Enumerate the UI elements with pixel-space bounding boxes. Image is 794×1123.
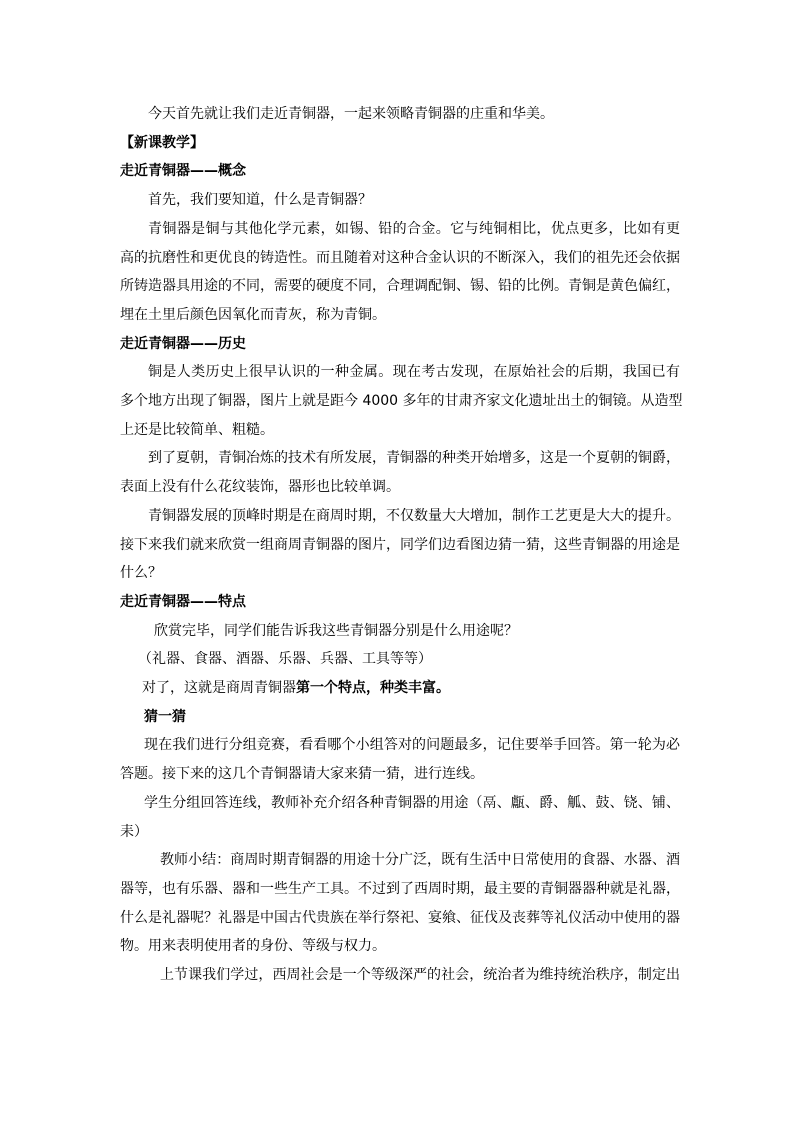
paragraph-summary-line: 器等，也有乐器、器和一些生产工具。不过到了西周时期，最主要的青铜器器种就是礼器， [120,880,680,897]
paragraph-appreciation: 欣赏完毕，同学们能告诉我这些青铜器分别是什么用途呢？ [154,622,518,639]
paragraph-definition-line: 所铸造器具用途的不同，需要的硬度不同，合理调配铜、锡、铅的比例。青铜是黄色偏红， [120,278,680,295]
feature-lead-text: 对了，这就是商周青铜器 [142,680,296,697]
document-page [120,100,683,990]
paragraph-history-line: 多个地方出现了铜器，图片上就是距今 4000 多年的甘肃齐家文化遗址出土的铜镜。从造型 [120,393,683,410]
paragraph-last-lesson-line: 上节课我们学过，西周社会是一个等级深严的社会，统治者为维持统治秩序，制定出 [160,967,680,984]
paragraph-competition-line: 现在我们进行分组竞赛，看看哪个小组答对的问题最多，记住要举手回答。第一轮为必 [144,737,680,754]
paragraph-summary-line: 教师小结：商周时期青铜器的用途十分广泛，既有生活中日常使用的食器、水器、酒 [160,852,680,869]
paragraph-shangzhou-line: 青铜器发展的顶峰时期是在商周时期，不仅数量大大增加，制作工艺更是大大的提升。 [148,507,680,524]
subheading-concept: 走近青铜器——概念 [120,163,246,180]
paragraph-summary-line: 什么是礼器呢？礼器是中国古代贵族在举行祭祀、宴飨、征伐及丧葬等礼仪活动中使用的器 [120,909,680,926]
section-heading-new-lesson: 【新课教学】 [120,134,204,151]
paragraph-shangzhou-line: 什么？ [120,565,162,582]
paragraph-intro: 今天首先就让我们走近青铜器，一起来领略青铜器的庄重和华美。 [148,106,554,122]
paragraph-shangzhou-line: 接下来我们就来欣赏一组商周青铜器的图片，同学们边看图边猜一猜，这些青铜器的用途是 [120,536,680,553]
paragraph-matching-line: 耒） [120,823,148,840]
paragraph-summary-line: 物。用来表明使用者的身份、等级与权力。 [120,938,386,955]
paragraph-feature-one [120,674,680,703]
paragraph-xia-line: 表面上没有什么花纹装饰，器形也比较单调。 [120,479,400,496]
subheading-features: 走近青铜器——特点 [120,593,246,610]
paragraph-definition-line: 青铜器是铜与其他化学元素，如锡、铅的合金。它与纯铜相比，优点更多，比如有更 [148,220,680,237]
paragraph-question: 首先，我们要知道，什么是青铜器？ [148,192,372,209]
paragraph-history-line: 上还是比较简单、粗糙。 [120,421,274,438]
paragraph-definition-line: 埋在土里后颜色因氧化而青灰，称为青铜。 [120,306,386,323]
subheading-guess: 猜一猜 [144,708,186,725]
paragraph-history-line: 铜是人类历史上很早认识的一种金属。现在考古发现，在原始社会的后期，我国已有 [148,364,680,381]
paragraph-competition-line: 答题。接下来的这几个青铜器请大家来猜一猜，进行连线。 [120,766,484,783]
paragraph-definition-line: 高的抗磨性和更优良的铸造性。而且随着对这种合金认识的不断深入，我们的祖先还会依据 [120,249,680,266]
paragraph-matching-line: 学生分组回答连线，教师补充介绍各种青铜器的用途（鬲、甗、爵、觚、鼓、铙、铺、 [144,794,680,811]
subheading-history: 走近青铜器——历史 [120,335,246,352]
paragraph-xia-line: 到了夏朝，青铜冶炼的技术有所发展，青铜器的种类开始增多，这是一个夏朝的铜爵， [148,450,680,467]
feature-highlight-text: 第一个特点，种类丰富。 [296,680,450,697]
paragraph-answer: （礼器、食器、酒器、乐器、兵器、工具等等） [138,651,432,668]
